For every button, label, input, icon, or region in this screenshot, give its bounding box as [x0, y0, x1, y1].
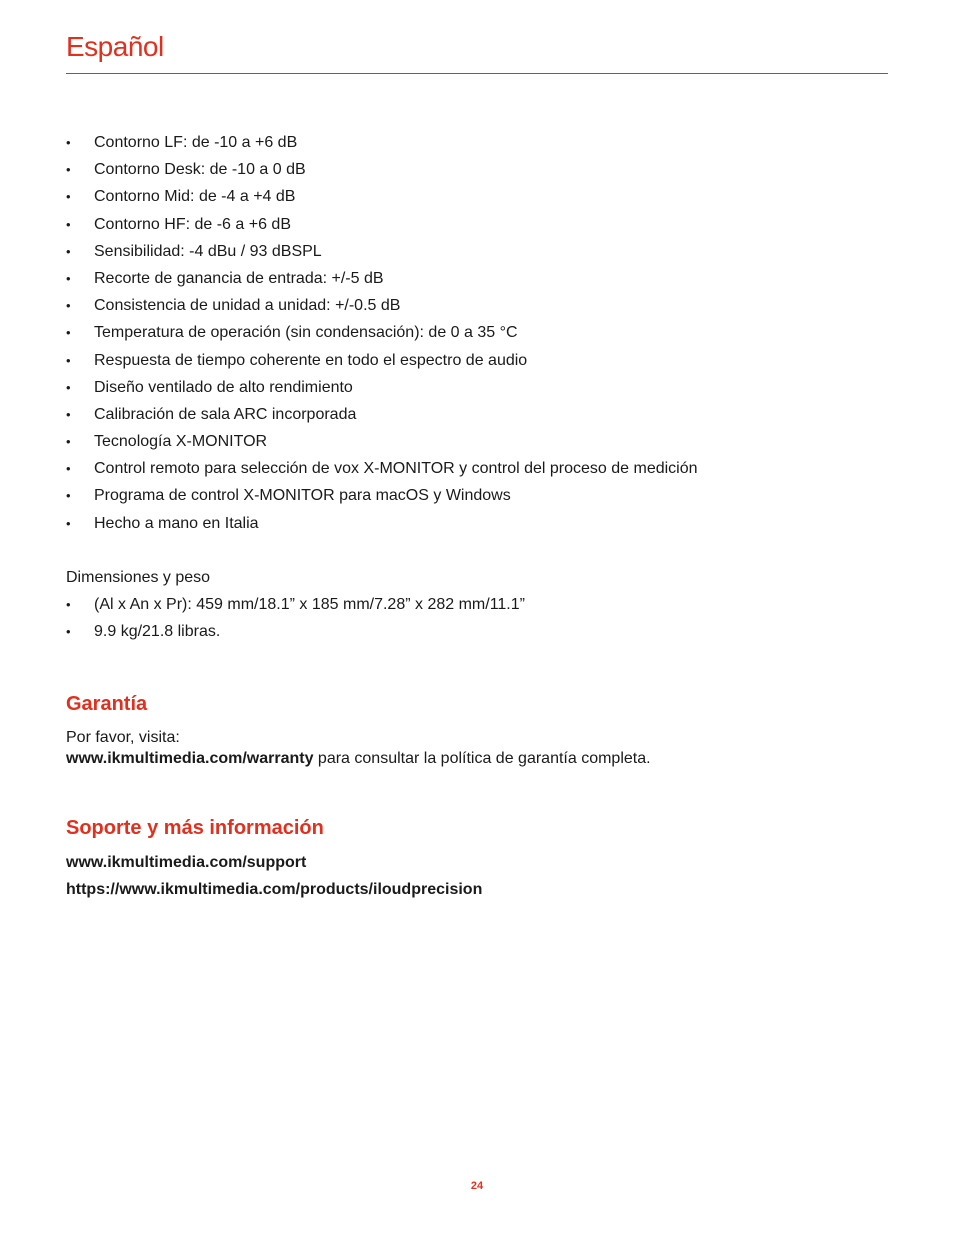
- bullet-icon: •: [66, 379, 71, 395]
- page-title: Español: [66, 31, 164, 62]
- support-links: [66, 849, 888, 903]
- list-item-text: 9.9 kg/21.8 libras.: [94, 623, 221, 640]
- bullet-icon: •: [66, 325, 71, 341]
- support-heading: Soporte y más información: [66, 817, 324, 840]
- dimensions-heading: Dimensiones y peso: [66, 568, 211, 586]
- list-item-text: Consistencia de unidad a unidad: +/-0.5 dB: [94, 297, 401, 315]
- list-item: [66, 156, 888, 183]
- list-item-text: Calibración de sala ARC incorporada: [94, 405, 357, 423]
- bullet-icon: •: [66, 135, 71, 150]
- list-item: [66, 455, 888, 482]
- warranty-intro: Por favor, visita:: [66, 729, 180, 747]
- list-item: [66, 618, 888, 645]
- bullet-icon: •: [66, 461, 71, 477]
- list-item-text: Tecnología X-MONITOR: [94, 433, 268, 451]
- bullet-icon: •: [66, 624, 71, 639]
- main-content: [66, 129, 888, 903]
- list-item-text: Recorte de ganancia de entrada: +/-5 dB: [94, 269, 384, 287]
- list-item: [66, 319, 888, 346]
- list-item-text: Contorno HF: de -6 a +6 dB: [94, 215, 291, 233]
- product-link[interactable]: https://www.ikmultimedia.com/products/iloudprecision: [66, 881, 483, 899]
- list-item: [66, 401, 888, 428]
- header-divider: [66, 73, 888, 74]
- list-item-text: Temperatura de operación (sin condensación): de 0 a 35 °C: [94, 324, 518, 342]
- bullet-icon: •: [66, 216, 71, 232]
- list-item-text: Diseño ventilado de alto rendimiento: [94, 378, 353, 396]
- list-item: [66, 482, 888, 509]
- bullet-icon: •: [66, 298, 71, 314]
- list-item-text: Programa de control X-MONITOR para macOS y Windows: [94, 487, 511, 505]
- bullet-icon: •: [66, 352, 71, 368]
- bullet-icon: •: [66, 162, 71, 178]
- list-item: [66, 510, 888, 537]
- list-item-text: Contorno Mid: de -4 a +4 dB: [94, 188, 296, 206]
- list-item: [66, 265, 888, 292]
- warranty-link[interactable]: www.ikmultimedia.com/warranty: [66, 750, 314, 768]
- bullet-icon: •: [66, 488, 71, 504]
- bullet-icon: •: [66, 596, 71, 612]
- bullet-icon: •: [66, 515, 71, 531]
- list-item-text: Contorno Desk: de -10 a 0 dB: [94, 161, 306, 179]
- list-item: [66, 428, 888, 455]
- list-item-text: (Al x An x Pr): 459 mm/18.1” x 185 mm/7.28” x 282 mm/11.1”: [94, 595, 525, 613]
- warranty-suffix: para consultar la política de garantía completa.: [313, 750, 651, 768]
- page-header: [66, 28, 888, 74]
- page-number: 24: [470, 1180, 484, 1192]
- list-item: [66, 374, 888, 401]
- specs-list: [66, 129, 888, 537]
- warranty-heading: Garantía: [66, 693, 148, 716]
- list-item: [66, 347, 888, 374]
- bullet-icon: •: [66, 243, 71, 259]
- list-item-text: Hecho a mano en Italia: [94, 514, 259, 532]
- list-item: [66, 129, 888, 156]
- bullet-icon: •: [66, 270, 71, 286]
- dimensions-list: [66, 591, 888, 645]
- list-item-text: Control remoto para selección de vox X-MONITOR y control del proceso de medición: [94, 460, 698, 478]
- support-link[interactable]: www.ikmultimedia.com/support: [66, 854, 307, 872]
- bullet-icon: •: [66, 189, 71, 205]
- list-item: [66, 238, 888, 265]
- bullet-icon: •: [66, 434, 71, 450]
- warranty-paragraph: [66, 727, 888, 769]
- list-item: [66, 183, 888, 210]
- list-item-text: Sensibilidad: -4 dBu / 93 dBSPL: [94, 242, 322, 260]
- list-item: [66, 591, 888, 618]
- list-item-text: Contorno LF: de -10 a +6 dB: [94, 134, 298, 151]
- list-item: [66, 292, 888, 319]
- list-item: [66, 211, 888, 238]
- warranty-line: [66, 748, 888, 769]
- list-item-text: Respuesta de tiempo coherente en todo el espectro de audio: [94, 351, 528, 369]
- bullet-icon: •: [66, 406, 71, 422]
